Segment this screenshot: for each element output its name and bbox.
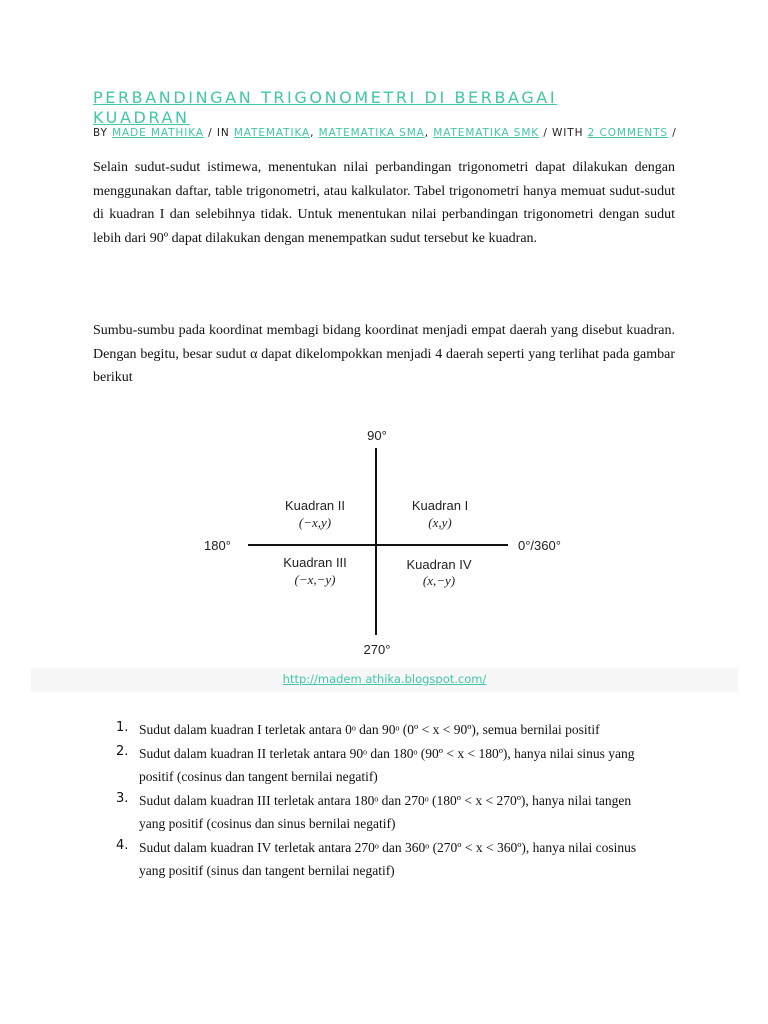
quadrant-1-name: Kuadran I	[411, 498, 469, 513]
meta-by: BY	[93, 127, 108, 139]
quadrant-2-coord: (−x,y)	[298, 515, 332, 530]
quadrant-3-name: Kuadran III	[283, 555, 347, 570]
paragraph-intro: Selain sudut-sudut istimewa, menentukan nilai perbandingan trigonometri dapat dilakukan dengan menggunakan daftar, table trigonometri, atau kalkulator. Tabel trigonometri hanya memuat sudut-sudut di kuadran I dan selebihnya tidak. Untuk menentukan nilai perbandingan trigonometri dengan sudut lebih dari 90º dapat dilakukan dengan menempatkan sudut tersebut ke kuadran.	[93, 160, 675, 246]
list-item	[93, 742, 653, 789]
comments-link[interactable]: 2 COMMENTS	[587, 127, 668, 139]
meta-end: /	[667, 127, 677, 139]
list-number: 1.	[116, 720, 129, 735]
meta-sep: ,	[424, 127, 434, 139]
image-caption-bar	[31, 668, 738, 692]
axis-label-left: 180°	[204, 538, 231, 553]
list-item	[93, 718, 653, 742]
list-number: 3.	[116, 790, 129, 806]
meta-in: / IN	[203, 127, 234, 139]
author-link[interactable]: MADE MATHIKA	[112, 127, 204, 139]
quadrant-1-coord: (x,y)	[428, 515, 452, 530]
category-link-matematika-sma[interactable]: MATEMATIKA SMA	[318, 127, 425, 139]
paragraph-quadrants: Sumbu-sumbu pada koordinat membagi bidang koordinat menjadi empat daerah yang disebut kuadran. Dengan begitu, besar sudut α dapat dikelompokkan menjadi 4 daerah seperti yang terlihat pada gambar berikut	[93, 323, 675, 385]
meta-with: / WITH	[539, 127, 588, 139]
meta-sep: ,	[310, 127, 319, 139]
quadrant-3-coord: (−x,−y)	[294, 572, 336, 587]
quadrant-4-name: Kuadran IV	[406, 557, 472, 572]
axis-label-right: 0°/360°	[518, 538, 561, 553]
list-number: 2.	[116, 743, 129, 759]
list-item	[93, 789, 653, 836]
list-text: Sudut dalam kuadran IV terletak antara 270ᵒ dan 360ᵒ (270º < x < 360º), hanya nilai cosinus yang positif (sinus dan tangent bernilai negatif)	[139, 839, 637, 878]
post-meta	[93, 127, 693, 140]
list-number: 4.	[116, 837, 129, 853]
list-item	[93, 836, 653, 883]
quadrant-4-coord: (x,−y)	[422, 573, 456, 588]
list-text: Sudut dalam kuadran III terletak antara 180ᵒ dan 270ᵒ (180º < x < 270º), hanya nilai tangen yang positif (cosinus dan sinus bernilai negatif)	[139, 792, 632, 831]
list-text: Sudut dalam kuadran I terletak antara 0ᵒ dan 90ᵒ (0º < x < 90º), semua bernilai positif	[139, 722, 600, 737]
quadrant-2-name: Kuadran II	[285, 498, 345, 513]
image-source-link[interactable]: http://madem athika.blogspot.com/	[282, 672, 487, 686]
post-title-link[interactable]: PERBANDINGAN TRIGONOMETRI DI BERBAGAI KUADRAN	[93, 88, 558, 127]
quadrant-diagram	[190, 420, 610, 660]
quadrant-rules-list	[93, 718, 653, 883]
list-text: Sudut dalam kuadran II terletak antara 90ᵒ dan 180ᵒ (90º < x < 180º), hanya nilai sinus yang positif (cosinus dan tangent bernilai negatif)	[139, 745, 635, 784]
category-link-matematika[interactable]: MATEMATIKA	[233, 127, 311, 139]
category-link-matematika-smk[interactable]: MATEMATIKA SMK	[433, 127, 540, 139]
axis-label-top: 90°	[367, 428, 387, 443]
axis-label-bottom: 270°	[363, 642, 391, 657]
